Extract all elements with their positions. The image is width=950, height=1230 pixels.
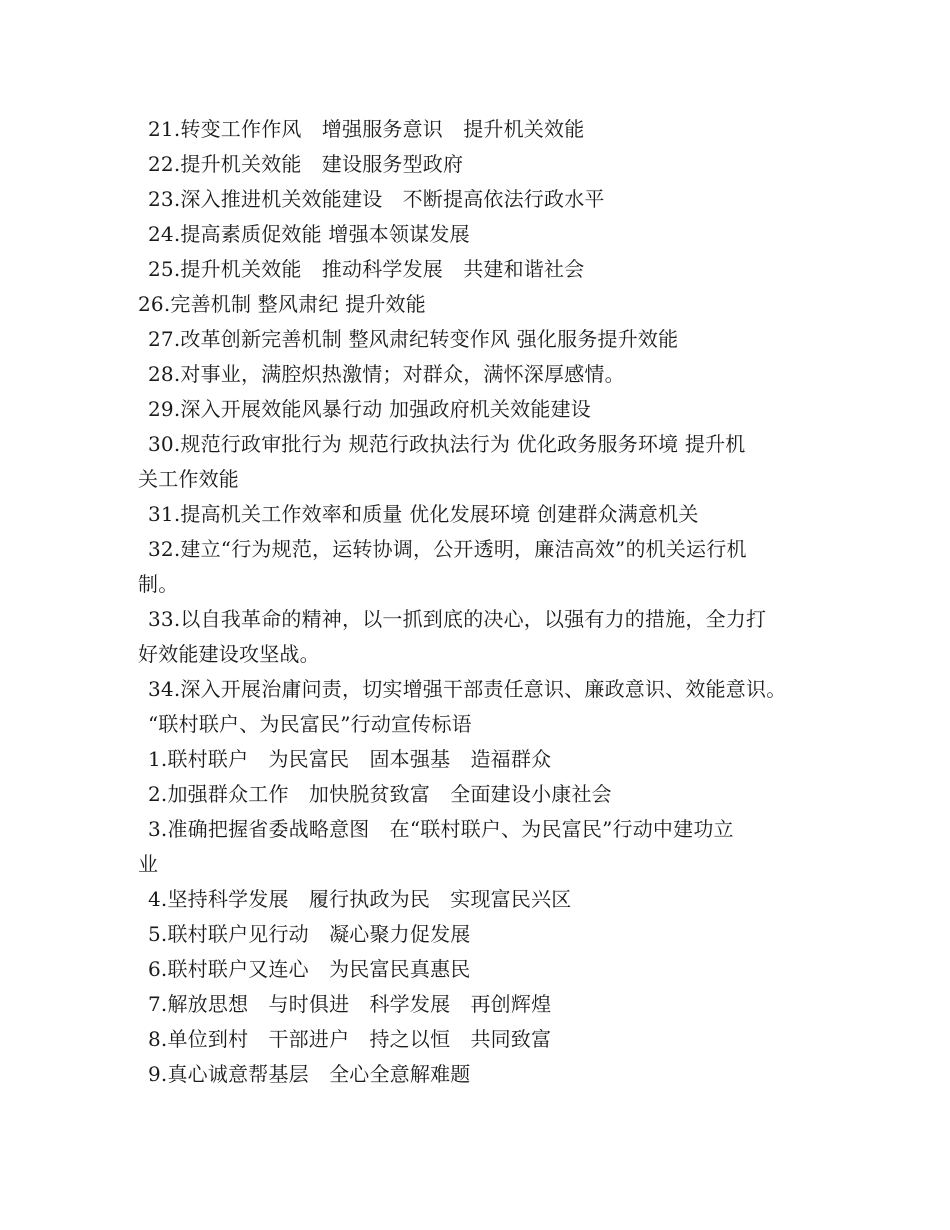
- text-line: 3.准确把握省委战略意图 在“联村联户、为民富民”行动中建功立: [148, 817, 734, 841]
- text-line: 30.规范行政审批行为 规范行政执法行为 优化政务服务环境 提升机: [148, 432, 746, 456]
- text-line: 28.对事业，满腔炽热激情；对群众，满怀深厚感情。: [148, 362, 625, 386]
- text-line: 23.深入推进机关效能建设 不断提高依法行政水平: [148, 187, 605, 211]
- text-line: 25.提升机关效能 推动科学发展 共建和谐社会: [148, 257, 585, 281]
- text-line: 7.解放思想 与时俱进 科学发展 再创辉煌: [148, 992, 552, 1016]
- text-line: 31.提高机关工作效率和质量 优化发展环境 创建群众满意机关: [148, 502, 699, 526]
- text-line: 1.联村联户 为民富民 固本强基 造福群众: [148, 747, 552, 771]
- text-line: 5.联村联户见行动 凝心聚力促发展: [148, 922, 471, 946]
- text-line: 业: [138, 852, 159, 876]
- text-line: 2.加强群众工作 加快脱贫致富 全面建设小康社会: [148, 782, 612, 806]
- text-line: 21.转变工作作风 增强服务意识 提升机关效能: [148, 117, 585, 141]
- text-line: 26.完善机制 整风肃纪 提升效能: [138, 292, 426, 316]
- text-line: 24.提高素质促效能 增强本领谋发展: [148, 222, 470, 246]
- text-line: 6.联村联户又连心 为民富民真惠民: [148, 957, 471, 981]
- document-body: [138, 112, 828, 1092]
- text-line: 22.提升机关效能 建设服务型政府: [148, 152, 464, 176]
- text-line: 32.建立“行为规范，运转协调，公开透明，廉洁高效”的机关运行机: [148, 537, 747, 561]
- text-line: 制。: [138, 572, 179, 596]
- text-line: 29.深入开展效能风暴行动 加强政府机关效能建设: [148, 397, 591, 421]
- text-line: 34.深入开展治庸问责，切实增强干部责任意识、廉政意识、效能意识。: [148, 677, 787, 701]
- text-line: “联村联户、为民富民”行动宣传标语: [148, 712, 472, 736]
- text-line: 27.改革创新完善机制 整风肃纪转变作风 强化服务提升效能: [148, 327, 679, 351]
- text-line: 8.单位到村 干部进户 持之以恒 共同致富: [148, 1027, 552, 1051]
- text-line: 好效能建设攻坚战。: [138, 642, 320, 666]
- text-line: 9.真心诚意帮基层 全心全意解难题: [148, 1062, 471, 1086]
- text-line: 33.以自我革命的精神，以一抓到底的决心，以强有力的措施，全力打: [148, 607, 767, 631]
- text-line: 关工作效能: [138, 467, 239, 491]
- text-line: 4.坚持科学发展 履行执政为民 实现富民兴区: [148, 887, 572, 911]
